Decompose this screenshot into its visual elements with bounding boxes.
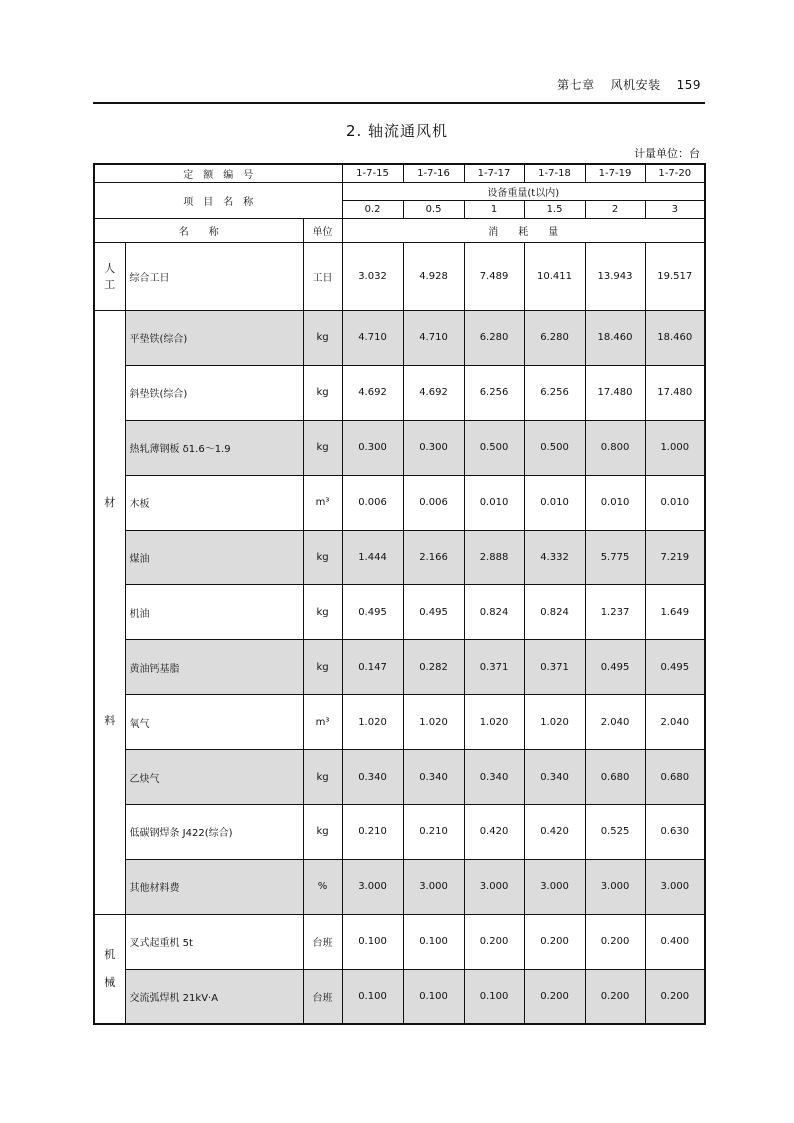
- item-value: 0.680: [645, 750, 705, 805]
- item-value: 0.100: [342, 969, 403, 1024]
- item-value: 0.420: [464, 805, 524, 860]
- item-unit: m³: [303, 695, 342, 750]
- item-name: 平垫铁(综合): [125, 311, 303, 366]
- item-value: 6.280: [524, 311, 585, 366]
- table-row: [94, 695, 705, 750]
- item-value: 0.282: [403, 640, 464, 695]
- item-unit: kg: [303, 311, 342, 366]
- item-value: 7.489: [464, 243, 524, 311]
- item-unit: kg: [303, 640, 342, 695]
- item-value: 0.100: [403, 914, 464, 969]
- item-value: 0.210: [403, 805, 464, 860]
- item-value: 4.710: [403, 311, 464, 366]
- item-value: 6.256: [524, 365, 585, 420]
- item-unit: kg: [303, 805, 342, 860]
- item-value: 17.480: [645, 365, 705, 420]
- category-label: [94, 914, 125, 1024]
- item-value: 0.500: [464, 420, 524, 475]
- item-value: 1.020: [403, 695, 464, 750]
- item-value: 4.928: [403, 243, 464, 311]
- table-row: [94, 859, 705, 914]
- item-value: 0.200: [645, 969, 705, 1024]
- item-value: 0.400: [645, 914, 705, 969]
- item-value: 0.100: [342, 914, 403, 969]
- item-value: 0.100: [403, 969, 464, 1024]
- column-header-row: [94, 219, 705, 243]
- item-value: 18.460: [645, 311, 705, 366]
- item-value: 0.340: [342, 750, 403, 805]
- item-value: 0.010: [645, 475, 705, 530]
- item-name: 热轧薄钢板 δ1.6～1.9: [125, 420, 303, 475]
- item-value: 1.444: [342, 530, 403, 585]
- item-value: 6.280: [464, 311, 524, 366]
- item-value: 0.300: [403, 420, 464, 475]
- item-name: 交流弧焊机 21kV·A: [125, 969, 303, 1024]
- item-name: 木板: [125, 475, 303, 530]
- category-label-part: 机: [104, 948, 116, 962]
- item-unit: kg: [303, 420, 342, 475]
- item-name: 低碳钢焊条 J422(综合): [125, 805, 303, 860]
- category-label-part: 料: [104, 714, 116, 728]
- item-name-label: 项 目 名 称: [94, 183, 342, 219]
- item-value: 0.495: [585, 640, 645, 695]
- item-value: 5.775: [585, 530, 645, 585]
- item-value: 17.480: [585, 365, 645, 420]
- item-value: 0.010: [464, 475, 524, 530]
- item-value: 4.710: [342, 311, 403, 366]
- item-value: 3.032: [342, 243, 403, 311]
- quota-code: 1-7-17: [464, 164, 524, 183]
- category-label-part: 材: [104, 496, 116, 510]
- item-value: 0.200: [585, 969, 645, 1024]
- item-value: 19.517: [645, 243, 705, 311]
- table-row: [94, 365, 705, 420]
- item-value: 0.010: [524, 475, 585, 530]
- item-value: 13.943: [585, 243, 645, 311]
- param-value: 1: [464, 201, 524, 219]
- item-value: 4.692: [342, 365, 403, 420]
- table-row: [94, 585, 705, 640]
- item-unit: kg: [303, 365, 342, 420]
- item-value: 4.692: [403, 365, 464, 420]
- header-text: [541, 76, 701, 93]
- item-value: 0.340: [403, 750, 464, 805]
- item-value: 3.000: [645, 859, 705, 914]
- item-unit: 台班: [303, 914, 342, 969]
- item-value: 1.020: [342, 695, 403, 750]
- item-value: 0.006: [342, 475, 403, 530]
- unit-note: 计量单位：台: [634, 147, 700, 160]
- chapter-label: 第七章: [557, 78, 595, 92]
- item-value: 1.000: [645, 420, 705, 475]
- item-value: 0.500: [524, 420, 585, 475]
- col-consume-header: 消 耗 量: [342, 219, 705, 243]
- item-value: 0.340: [464, 750, 524, 805]
- item-value: 3.000: [585, 859, 645, 914]
- item-value: 1.649: [645, 585, 705, 640]
- item-value: 10.411: [524, 243, 585, 311]
- item-value: 0.200: [524, 969, 585, 1024]
- param-value: 1.5: [524, 201, 585, 219]
- item-value: 0.420: [524, 805, 585, 860]
- quota-table: [93, 163, 706, 1025]
- quota-code: 1-7-16: [403, 164, 464, 183]
- item-value: 3.000: [403, 859, 464, 914]
- item-unit: kg: [303, 585, 342, 640]
- item-value: 0.371: [524, 640, 585, 695]
- item-value: 2.166: [403, 530, 464, 585]
- quota-table-body: [94, 164, 705, 1024]
- item-value: 3.000: [464, 859, 524, 914]
- item-name: 氧气: [125, 695, 303, 750]
- param-value: 0.5: [403, 201, 464, 219]
- item-name: 叉式起重机 5t: [125, 914, 303, 969]
- item-value: 2.040: [645, 695, 705, 750]
- item-value: 0.340: [524, 750, 585, 805]
- table-row: [94, 530, 705, 585]
- table-row: [94, 969, 705, 1024]
- item-value: 1.020: [524, 695, 585, 750]
- item-value: 0.210: [342, 805, 403, 860]
- table-row: [94, 805, 705, 860]
- param-title-row: [94, 183, 705, 201]
- param-label: 设备重量(t以内): [342, 183, 705, 201]
- item-value: 0.200: [464, 914, 524, 969]
- quota-code: 1-7-19: [585, 164, 645, 183]
- item-value: 0.680: [585, 750, 645, 805]
- quota-code: 1-7-18: [524, 164, 585, 183]
- item-value: 0.495: [645, 640, 705, 695]
- item-value: 6.256: [464, 365, 524, 420]
- item-name: 黄油钙基脂: [125, 640, 303, 695]
- item-value: 0.630: [645, 805, 705, 860]
- item-value: 0.147: [342, 640, 403, 695]
- section-label: 风机安装: [610, 78, 661, 92]
- item-value: 4.332: [524, 530, 585, 585]
- item-value: 0.200: [585, 914, 645, 969]
- page-header: [93, 74, 705, 104]
- item-value: 1.237: [585, 585, 645, 640]
- param-value: 0.2: [342, 201, 403, 219]
- item-value: 2.888: [464, 530, 524, 585]
- category-label-part: 械: [104, 976, 116, 990]
- item-value: 0.200: [524, 914, 585, 969]
- item-value: 3.000: [342, 859, 403, 914]
- item-value: 0.824: [464, 585, 524, 640]
- item-unit: kg: [303, 750, 342, 805]
- quota-code-label: 定 额 编 号: [94, 164, 342, 183]
- item-name: 机油: [125, 585, 303, 640]
- item-unit: kg: [303, 530, 342, 585]
- param-value: 2: [585, 201, 645, 219]
- item-value: 0.495: [342, 585, 403, 640]
- item-value: 1.020: [464, 695, 524, 750]
- item-unit: m³: [303, 475, 342, 530]
- item-unit: %: [303, 859, 342, 914]
- category-label: [94, 311, 125, 915]
- item-name: 煤油: [125, 530, 303, 585]
- item-value: 0.300: [342, 420, 403, 475]
- table-row: [94, 750, 705, 805]
- item-value: 3.000: [524, 859, 585, 914]
- table-row: [94, 475, 705, 530]
- col-name-header: 名 称: [94, 219, 303, 243]
- table-row: [94, 420, 705, 475]
- table-row: [94, 914, 705, 969]
- item-value: 18.460: [585, 311, 645, 366]
- quota-code: 1-7-20: [645, 164, 705, 183]
- item-name: 斜垫铁(综合): [125, 365, 303, 420]
- table-row: [94, 243, 705, 311]
- page-number: 159: [676, 78, 701, 92]
- quota-code: 1-7-15: [342, 164, 403, 183]
- item-value: 0.495: [403, 585, 464, 640]
- item-value: 0.824: [524, 585, 585, 640]
- item-unit: 工日: [303, 243, 342, 311]
- item-value: 0.800: [585, 420, 645, 475]
- item-unit: 台班: [303, 969, 342, 1024]
- item-value: 2.040: [585, 695, 645, 750]
- item-name: 综合工日: [125, 243, 303, 311]
- item-value: 0.006: [403, 475, 464, 530]
- page-title: 2. 轴流通风机: [345, 122, 449, 140]
- item-value: 0.010: [585, 475, 645, 530]
- item-value: 0.371: [464, 640, 524, 695]
- item-value: 7.219: [645, 530, 705, 585]
- item-name: 其他材料费: [125, 859, 303, 914]
- category-label-part: 人工: [104, 261, 116, 291]
- quota-code-row: [94, 164, 705, 183]
- table-row: [94, 311, 705, 366]
- param-value: 3: [645, 201, 705, 219]
- col-unit-header: 单位: [303, 219, 342, 243]
- table-row: [94, 640, 705, 695]
- item-name: 乙炔气: [125, 750, 303, 805]
- item-value: 0.100: [464, 969, 524, 1024]
- item-value: 0.525: [585, 805, 645, 860]
- category-label: [94, 243, 125, 311]
